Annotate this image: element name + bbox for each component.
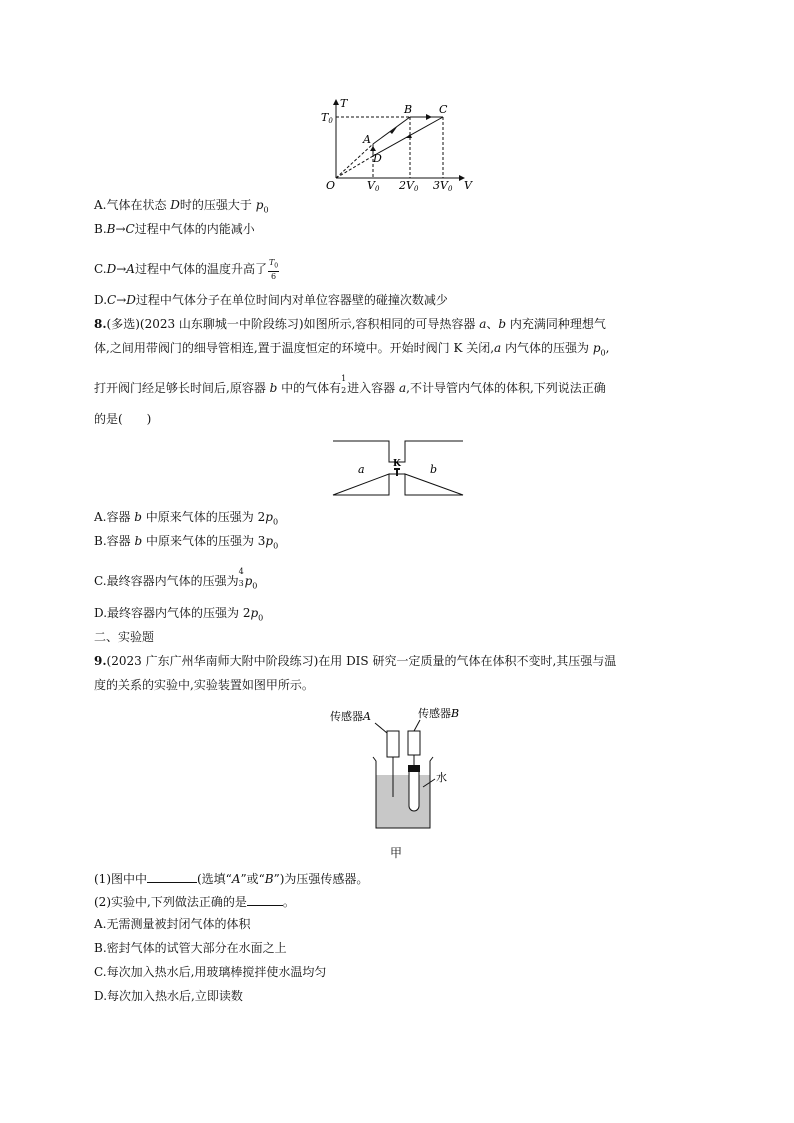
sensor-a-label: 传感器A <box>330 710 371 723</box>
q9-stem-line1: 9.(2023 广东广州华南师大附中阶段练习)在用 DIS 研究一定质量的气体在体积不变时,其压强与温 <box>94 654 617 668</box>
q9-option-b: B.密封气体的试管大部分在水面之上 <box>94 941 287 955</box>
containers-figure <box>332 440 464 496</box>
valve-k-stem <box>396 469 398 476</box>
bc-arrow <box>426 114 432 120</box>
answer-blank-2[interactable] <box>247 893 283 906</box>
sensor-b-lead <box>414 720 420 731</box>
four-thirds-fraction: 4 3 <box>238 567 244 588</box>
q8-option-d: D.最终容器内气体的压强为 $2p_0$ <box>94 606 264 623</box>
water-label: 水 <box>436 771 447 784</box>
v2-tick-label: 2V0 <box>399 179 419 192</box>
test-tube <box>409 772 419 811</box>
c-label: C <box>439 103 448 116</box>
v3-tick-label: 3V0 <box>433 179 453 192</box>
q9-sub1: (1)图中中 (选填“A”或“B”)为压强传感器。 <box>94 872 369 886</box>
v-axis-label: V <box>464 179 472 192</box>
q8-option-a: A.容器 b 中原来气体的压强为 $2p_0$ <box>94 510 279 527</box>
figure-caption: 甲 <box>390 846 403 860</box>
stopper <box>408 765 420 772</box>
q8-option-b: B.容器 b 中原来气体的压强为 $3p_0$ <box>94 534 279 551</box>
t-axis-label: T <box>340 97 348 110</box>
q8-stem-line1: 8.(多选)(2023 山东聊城一中阶段练习)如图所示,容积相同的可导热容器 a、b 内充满同种理想气 <box>94 317 606 331</box>
sensor-a-lead <box>375 723 387 733</box>
water <box>376 775 430 828</box>
o-label: O <box>326 179 336 192</box>
v0-tick-label: V0 <box>367 179 380 192</box>
q8-stem-line4: 的是( ) <box>94 412 152 426</box>
sensor-b-label: 传感器B <box>418 707 460 720</box>
oa-dashed <box>336 144 373 178</box>
one-half-fraction: 1 2 <box>341 374 347 395</box>
sensor-apparatus-figure <box>325 703 475 833</box>
od-dashed <box>336 156 373 178</box>
b-label: B <box>404 103 413 116</box>
q9-option-d: D.每次加入热水后,立即读数 <box>94 989 243 1003</box>
q7-option-a: A.气体在状态 D时的压强大于 $p_0$ <box>94 198 269 215</box>
sensor-b <box>408 731 420 755</box>
q9-option-a: A.无需测量被封闭气体的体积 <box>94 917 251 931</box>
q9-option-c: C.每次加入热水后,用玻璃棒搅拌使水温均匀 <box>94 965 327 979</box>
label-k: K <box>393 459 401 469</box>
label-b: b <box>430 463 438 476</box>
t0-label: T0 <box>321 111 333 125</box>
answer-blank-1[interactable] <box>147 870 197 883</box>
ab-line <box>373 117 410 144</box>
container-a <box>333 441 397 495</box>
q7-option-c: C.D→A过程中气体的温度升高了 $\frac{T_0}{6}$ <box>94 258 279 281</box>
q9-sub2: (2)实验中,下列做法正确的是 。 <box>94 895 295 909</box>
d-label: D <box>373 152 382 165</box>
sensor-a <box>387 731 399 757</box>
q8-stem-line3: 打开阀门经足够长时间后,原容器 b 中的气体有 1 2 进入容器 a,不计导管内气体的体积,下列说法正确 <box>94 374 606 395</box>
q7-option-d: D.C→D过程中气体分子在单位时间内对单位容器壁的碰撞次数减少 <box>94 293 448 307</box>
q8-stem-line2: 体,之间用带阀门的细导管相连,置于温度恒定的环境中。开始时阀门 K 关闭,a 内气体的压强为 $p_0$, <box>94 341 610 358</box>
tv-graph-figure <box>318 96 478 192</box>
q7-option-b: B.B→C过程中气体的内能减小 <box>94 222 255 236</box>
section-heading: 二、实验题 <box>94 630 155 644</box>
da-arrow <box>370 146 376 151</box>
q8-option-c: C.最终容器内气体的压强为 4 3 $p_0$ <box>94 567 258 591</box>
a-label: A <box>363 133 371 146</box>
q9-stem-line2: 度的关系的实验中,实验装置如图甲所示。 <box>94 678 314 692</box>
label-a: a <box>358 463 365 476</box>
t0-over-6-fraction: $\frac{T_0}{6}$ <box>268 258 279 281</box>
